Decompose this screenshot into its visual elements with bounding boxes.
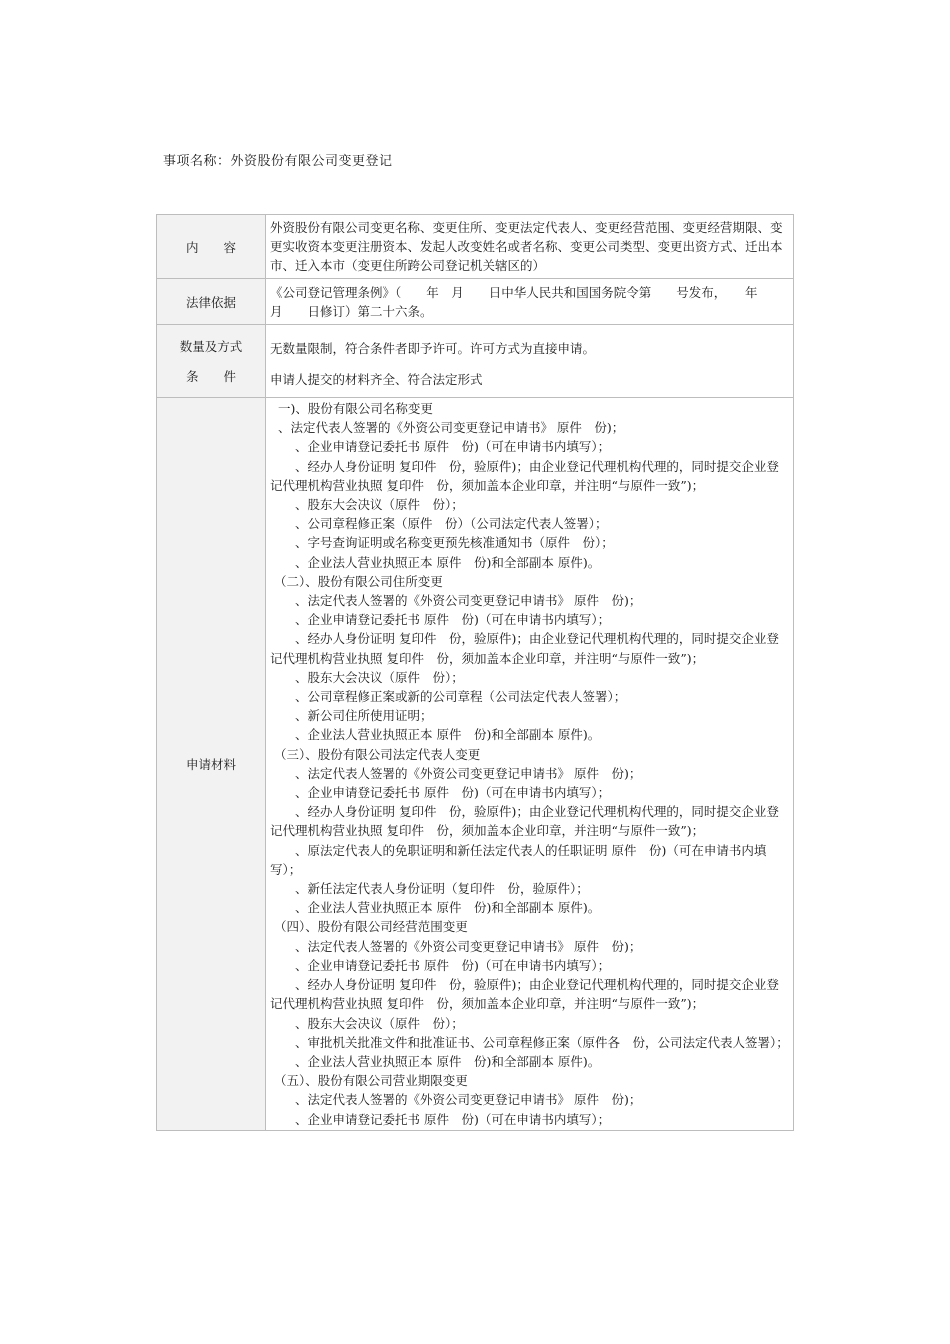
material-item: 、法定代表人签署的《外资公司变更登记申请书》 原件 份)； <box>270 593 642 609</box>
material-item: 、公司章程修正案（原件 份）（公司法定代表人签署）； <box>270 516 608 532</box>
quantity-label: 数量及方式 <box>179 339 243 354</box>
material-item: 、经办人身份证明 复印件 份，验原件)；由企业登记代理机构代理的，同时提交企业登记代理机构营业执照 复印件 份，须加盖本企业印章，并注明“与原件一致”)； <box>270 804 779 839</box>
condition-label: 条 件 <box>185 369 236 384</box>
material-item: （二）、股份有限公司住所变更 <box>270 573 443 589</box>
material-item: 、企业申请登记委托书 原件 份)（可在申请书内填写）； <box>270 785 611 801</box>
material-item: 、企业法人营业执照正本 原件 份)和全部副本 原件)。 <box>270 727 601 743</box>
material-item: 、法定代表人签署的《外资公司变更登记申请书》 原件 份)； <box>270 938 642 954</box>
legal-basis-label: 法律依据 <box>157 279 266 325</box>
material-item: 、股东大会决议（原件 份）； <box>270 497 464 513</box>
material-item: 、经办人身份证明 复印件 份，验原件)；由企业登记代理机构代理的，同时提交企业登记代理机构营业执照 复印件 份，须加盖本企业印章，并注明“与原件一致”)； <box>270 458 779 493</box>
material-item: 、企业申请登记委托书 原件 份)（可在申请书内填写）； <box>270 439 611 455</box>
material-item: 一)、股份有限公司名称变更 <box>270 401 433 416</box>
material-item: （三）、股份有限公司法定代表人变更 <box>270 746 481 762</box>
table-row-content <box>157 215 794 279</box>
material-item: 、企业申请登记委托书 原件 份)（可在申请书内填写）； <box>270 957 611 973</box>
table-row-materials <box>157 398 794 1131</box>
material-item: 、字号查询证明或名称变更预先核准通知书（原件 份）； <box>270 535 614 551</box>
materials-label: 申请材料 <box>157 398 266 1131</box>
quantity-value: 无数量限制，符合条件者即予许可。许可方式为直接申请。 <box>270 341 596 356</box>
table-row-legal-basis <box>157 279 794 325</box>
material-item: 、企业法人营业执照正本 原件 份)和全部副本 原件)。 <box>270 900 601 916</box>
material-item: 、审批机关批准文件和批准证书、公司章程修正案（原件各 份，公司法定代表人签署）； <box>270 1034 789 1050</box>
quantity-conditions-values <box>266 325 794 398</box>
quantity-conditions-labels <box>157 325 266 398</box>
material-item: 、法定代表人签署的《外资公司变更登记申请书》 原件 份)； <box>270 1092 642 1108</box>
material-item: 、股东大会决议（原件 份）； <box>270 669 464 685</box>
material-item: 、经办人身份证明 复印件 份，验原件)；由企业登记代理机构代理的，同时提交企业登记代理机构营业执照 复印件 份，须加盖本企业印章，并注明“与原件一致”)； <box>270 977 779 1012</box>
content-value: 外资股份有限公司变更名称、变更住所、变更法定代表人、变更经营范围、变更经营期限、变更实收资本变更注册资本、发起人改变姓名或者名称、变更公司类型、变更出资方式、迁出本市、迁入本市（变更住所跨公司登记机关辖区的） <box>266 215 794 279</box>
material-item: 、经办人身份证明 复印件 份，验原件)；由企业登记代理机构代理的，同时提交企业登记代理机构营业执照 复印件 份，须加盖本企业印章，并注明“与原件一致”)； <box>270 631 779 666</box>
material-item: （四）、股份有限公司经营范围变更 <box>270 919 468 935</box>
material-item: 、新任法定代表人身份证明（复印件 份，验原件）； <box>270 881 589 897</box>
content-label: 内 容 <box>157 215 266 279</box>
material-item: （五）、股份有限公司营业期限变更 <box>270 1073 468 1089</box>
legal-basis-value: 《公司登记管理条例》（ 年 月 日中华人民共和国国务院令第 号发布， 年 月 日修订）第二十六条。 <box>266 279 794 325</box>
material-item: 、企业法人营业执照正本 原件 份)和全部副本 原件)。 <box>270 1053 601 1069</box>
material-item: 、原法定代表人的免职证明和新任法定代表人的任职证明 原件 份)（可在申请书内填写）； <box>270 842 767 877</box>
material-item: 、法定代表人签署的《外资公司变更登记申请书》 原件 份)； <box>270 420 625 436</box>
materials-list <box>266 398 794 1131</box>
material-item: 、企业法人营业执照正本 原件 份)和全部副本 原件)。 <box>270 554 601 570</box>
material-item: 、企业申请登记委托书 原件 份)（可在申请书内填写）； <box>270 612 611 628</box>
condition-value: 申请人提交的材料齐全、符合法定形式 <box>270 372 483 387</box>
material-item: 、法定代表人签署的《外资公司变更登记申请书》 原件 份)； <box>270 765 642 781</box>
table-row-quantity-conditions <box>157 325 794 398</box>
material-item: 、股东大会决议（原件 份）； <box>270 1015 464 1031</box>
material-item: 、企业申请登记委托书 原件 份)（可在申请书内填写）； <box>270 1111 611 1127</box>
material-item: 、公司章程修正案或新的公司章程（公司法定代表人签署）； <box>270 689 627 705</box>
material-item: 、新公司住所使用证明； <box>270 708 433 724</box>
page-title: 事项名称：外资股份有限公司变更登记 <box>163 154 393 169</box>
item-detail-table <box>156 214 794 1131</box>
